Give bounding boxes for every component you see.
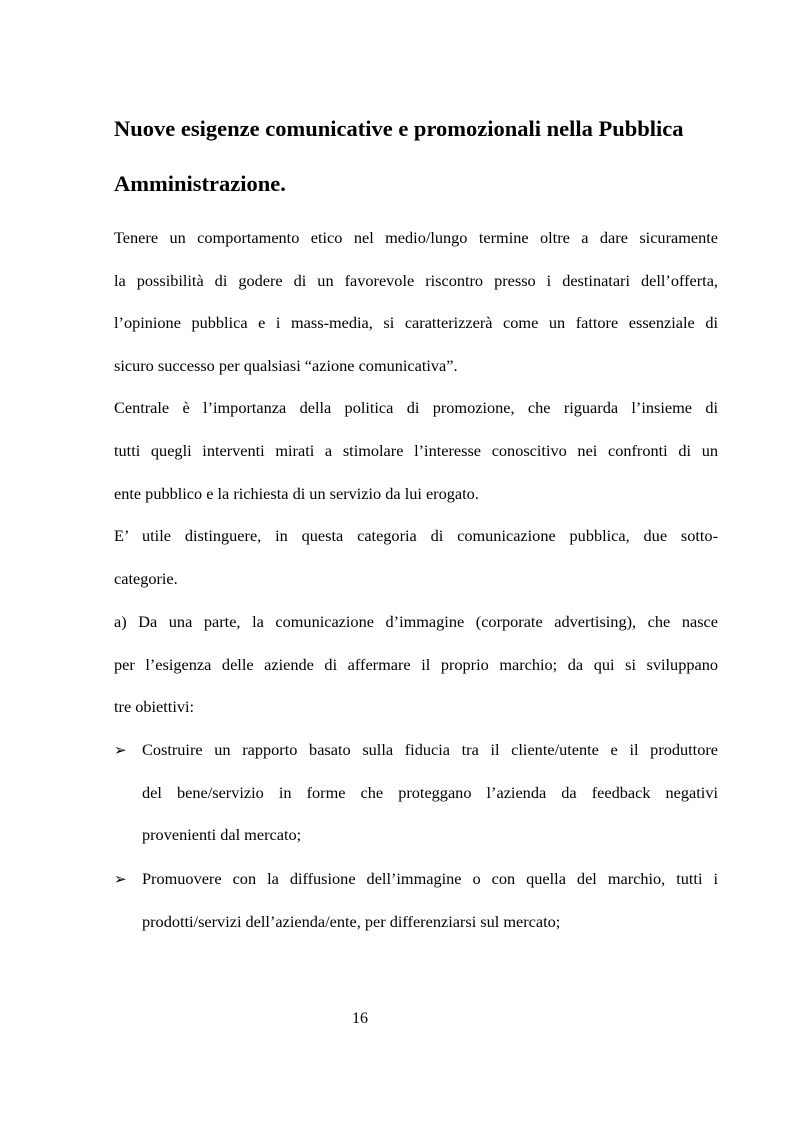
paragraph-2-line-1: Centrale è l’importanza della politica di promozione, che riguarda l’insieme di — [114, 398, 718, 417]
section-title-line-2: Amministrazione. — [114, 171, 286, 196]
bullet-2-line-1: Promuovere con la diffusione dell’immagine o con quella del marchio, tutti i — [142, 869, 718, 888]
bullet-arrow-icon: ➢ — [114, 870, 127, 888]
paragraph-4-line-2: per l’esigenza delle aziende di affermare il proprio marchio; da qui si sviluppano — [114, 655, 718, 674]
paragraph-2-line-2: tutti quegli interventi mirati a stimolare l’interesse conoscitivo nei confronti di un — [114, 441, 718, 460]
page-number: 16 — [352, 1010, 368, 1027]
bullet-1-line-1: Costruire un rapporto basato sulla fiducia tra il cliente/utente e il produttore — [142, 740, 718, 759]
paragraph-1-line-2: la possibilità di godere di un favorevole riscontro presso i destinatari dell’offerta, — [114, 271, 718, 290]
bullet-2-line-2: prodotti/servizi dell’azienda/ente, per differenziarsi sul mercato; — [142, 912, 561, 931]
paragraph-1-line-3: l’opinione pubblica e i mass-media, si caratterizzerà come un fattore essenziale di — [114, 313, 718, 332]
section-title-line-1: Nuove esigenze comunicative e promozionali nella Pubblica — [114, 116, 684, 141]
bullet-1-line-3: provenienti dal mercato; — [142, 825, 302, 844]
paragraph-3-line-2: categorie. — [114, 569, 178, 588]
paragraph-4-line-1: a) Da una parte, la comunicazione d’immagine (corporate advertising), che nasce — [114, 612, 718, 631]
paragraph-1-line-4: sicuro successo per qualsiasi “azione comunicativa”. — [114, 356, 458, 375]
bullet-arrow-icon: ➢ — [114, 741, 127, 759]
bullet-1-line-2: del bene/servizio in forme che proteggano l’azienda da feedback negativi — [142, 783, 718, 802]
paragraph-4-line-3: tre obiettivi: — [114, 697, 195, 716]
paragraph-2-line-3: ente pubblico e la richiesta di un servizio da lui erogato. — [114, 484, 479, 503]
paragraph-3-line-1: E’ utile distinguere, in questa categoria di comunicazione pubblica, due sotto- — [114, 526, 718, 545]
paragraph-1-line-1: Tenere un comportamento etico nel medio/lungo termine oltre a dare sicuramente — [114, 228, 718, 247]
